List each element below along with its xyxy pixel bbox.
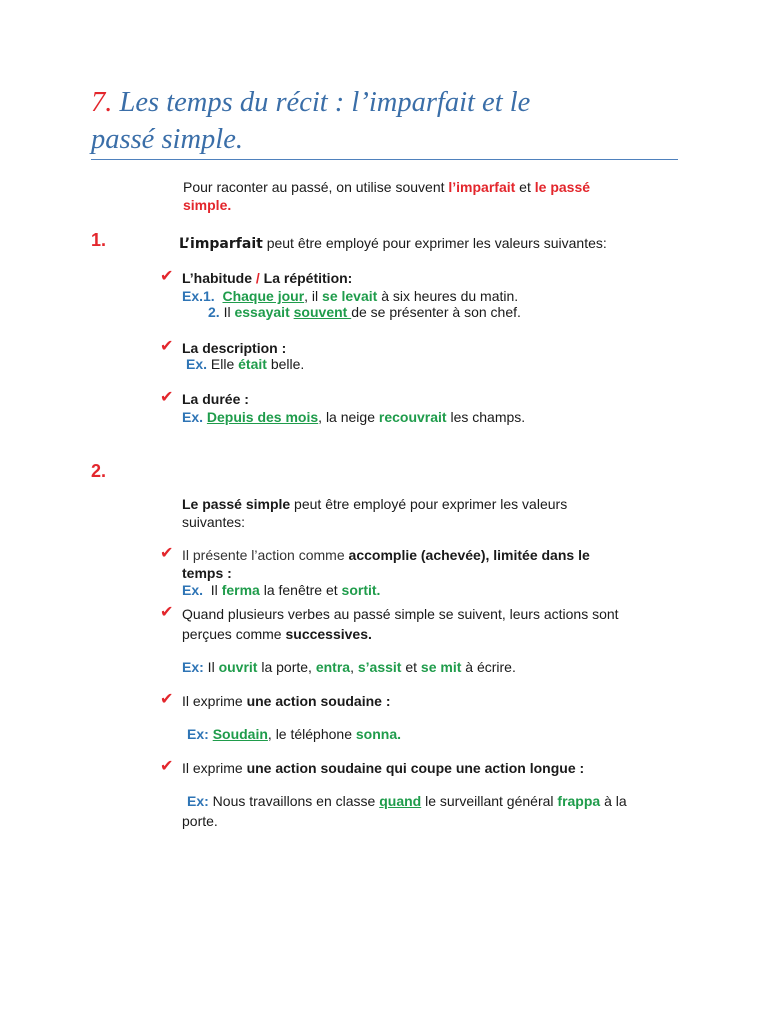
example-prefix: Ex.1.	[182, 288, 215, 304]
section2-lead-line2: suivantes:	[182, 514, 246, 530]
item-text: Il exprime	[182, 693, 247, 709]
example-text: , il	[304, 288, 323, 304]
intro-line1	[183, 179, 590, 195]
ps-item4-example-line2: porte.	[182, 813, 218, 829]
verb: s’assit	[357, 659, 402, 675]
example-text: ,	[350, 659, 358, 675]
ps-item1-example	[182, 582, 380, 598]
verb: se mit	[420, 659, 462, 675]
verb: ferma	[221, 582, 260, 598]
example-prefix: Ex.	[186, 356, 208, 372]
example-prefix: Ex:	[187, 793, 209, 809]
section1-lead-text: peut être employé pour exprimer les valeurs suivantes:	[262, 235, 607, 251]
underlined-term: quand	[379, 793, 422, 809]
example-text: Il	[203, 582, 222, 598]
title-underline	[91, 159, 678, 160]
page-title	[91, 84, 691, 158]
title-number: 7.	[91, 87, 113, 118]
check-icon: ✔	[160, 268, 174, 285]
example-text: à écrire.	[461, 659, 516, 675]
section1-lead-term: L’imparfait	[179, 236, 263, 252]
example-text: belle.	[266, 356, 305, 372]
check-icon: ✔	[160, 758, 174, 775]
intro-et: et	[515, 179, 535, 195]
example-text: Il	[219, 304, 235, 320]
intro-passe: le passé	[534, 179, 591, 195]
section1-lead	[179, 235, 607, 252]
habitude-example1	[182, 288, 518, 304]
intro-imparfait: l’imparfait	[448, 179, 516, 195]
ps-item1-line2: temps :	[182, 565, 232, 581]
example-text: Il	[203, 659, 219, 675]
item-bold: successives.	[285, 626, 372, 642]
title-text: Les temps du récit : l’imparfait et le	[119, 87, 531, 118]
verb: sonna.	[355, 726, 402, 742]
habitude-label	[182, 270, 352, 286]
check-icon: ✔	[160, 389, 174, 406]
item-bold: une action soudaine qui coupe une action longue :	[246, 760, 585, 776]
example-text: Nous travaillons en classe	[208, 793, 380, 809]
duree-label: La durée :	[182, 391, 249, 407]
item-text: Il exprime	[182, 760, 247, 776]
check-icon: ✔	[160, 338, 174, 355]
description-example	[186, 356, 304, 372]
underlined-term: Chaque jour	[222, 288, 305, 304]
ps-item3	[182, 693, 390, 709]
item-bold: accomplie (achevée), limitée dans le	[348, 547, 590, 563]
example-text: de se présenter à son chef.	[351, 304, 521, 320]
underlined-term: souvent	[293, 304, 352, 320]
ps-item2-line2	[182, 626, 372, 642]
verb: se levait	[322, 288, 378, 304]
duree-example	[182, 409, 525, 425]
habitude-example2	[208, 304, 521, 320]
example-prefix: Ex.	[182, 582, 204, 598]
section2-number: 2.	[91, 461, 107, 481]
check-icon: ✔	[160, 691, 174, 708]
example-text: , le téléphone	[267, 726, 356, 742]
example-prefix: Ex:	[187, 726, 209, 742]
title-text-line2: passé simple.	[91, 124, 243, 155]
verb: recouvrait	[378, 409, 447, 425]
example-text: à six heures du matin.	[377, 288, 519, 304]
verb: frappa	[557, 793, 601, 809]
ps-item4	[182, 760, 584, 776]
example-prefix: Ex.	[182, 409, 204, 425]
example-text: et	[401, 659, 421, 675]
ps-item4-example	[187, 793, 627, 809]
example-text: Elle	[207, 356, 239, 372]
example-text: à la	[600, 793, 627, 809]
item-text: perçues comme	[182, 626, 286, 642]
ps-item2-example	[182, 659, 516, 675]
verb: sortit.	[341, 582, 381, 598]
verb: entra	[315, 659, 351, 675]
check-icon: ✔	[160, 604, 174, 621]
example-text: , la neige	[318, 409, 379, 425]
example-prefix: Ex:	[182, 659, 204, 675]
example-text: les champs.	[446, 409, 526, 425]
example-text: la porte,	[257, 659, 316, 675]
habitude-label-b: La répétition:	[259, 270, 353, 286]
underlined-term: Soudain	[212, 726, 268, 742]
ps-item2: Quand plusieurs verbes au passé simple se suivent, leurs actions sont	[182, 606, 619, 622]
intro-line2: simple.	[183, 197, 232, 213]
verb: était	[238, 356, 267, 372]
check-icon: ✔	[160, 545, 174, 562]
intro-text: Pour raconter au passé, on utilise souvent	[183, 179, 449, 195]
example-prefix: 2.	[208, 304, 220, 320]
section2-lead-text: peut être employé pour exprimer les valeurs	[290, 496, 568, 512]
description-label: La description :	[182, 340, 287, 356]
item-text: Il présente l’action comme	[182, 547, 349, 563]
habitude-slash: /	[255, 270, 260, 286]
verb: ouvrit	[218, 659, 258, 675]
ps-item1	[182, 547, 590, 563]
ps-item3-example	[187, 726, 401, 742]
underlined-term: Depuis des mois	[206, 409, 319, 425]
example-text: la fenêtre et	[259, 582, 342, 598]
item-bold: une action soudaine :	[246, 693, 391, 709]
example-text: le surveillant général	[421, 793, 558, 809]
verb: essayait	[234, 304, 290, 320]
section1-number: 1.	[91, 230, 107, 250]
section2-lead	[182, 496, 567, 512]
section2-lead-term: Le passé simple	[182, 496, 291, 512]
habitude-label-a: L’habitude	[182, 270, 256, 286]
